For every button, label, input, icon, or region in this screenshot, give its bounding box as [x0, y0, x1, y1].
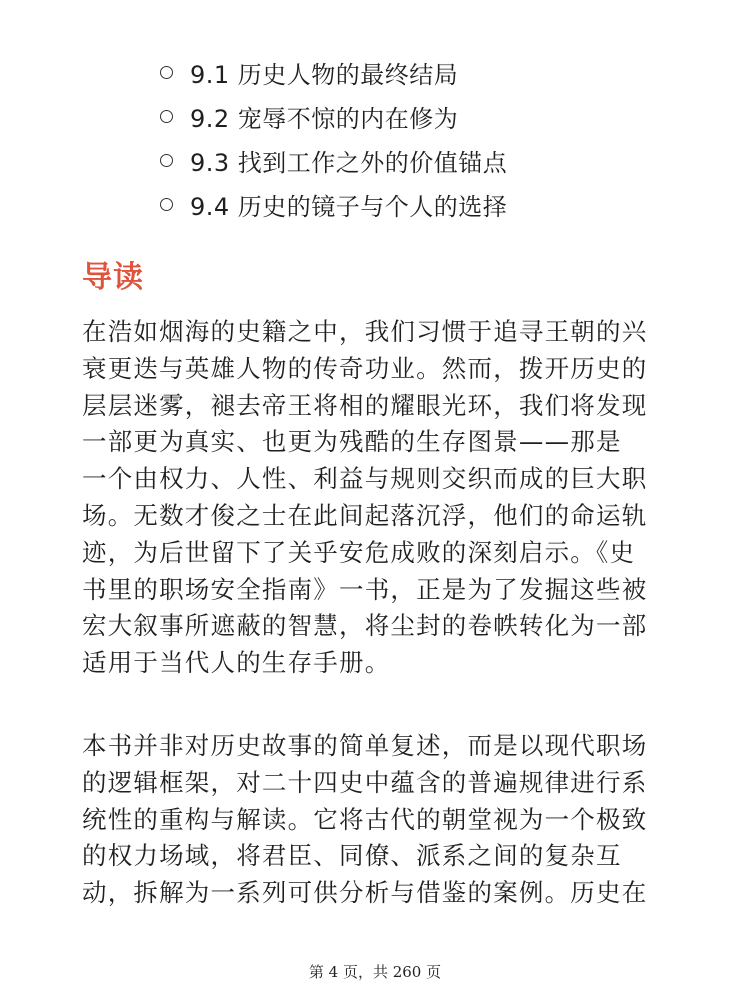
hollow-circle-bullet-icon [160, 154, 173, 167]
page-number-footer: 第 4 页，共 260 页 [308, 963, 442, 981]
paragraph-line: 迹，为后世留下了关乎安危成败的深刻启示。《史 [82, 537, 636, 567]
hollow-circle-bullet-icon [160, 66, 173, 79]
hollow-circle-bullet-icon [160, 110, 173, 123]
paragraph-line: 在浩如烟海的史籍之中，我们习惯于追寻王朝的兴 [82, 317, 648, 346]
section-heading: 导读 [82, 260, 144, 295]
paragraph-line: 本书并非对历史故事的简单复述，而是以现代职场 [82, 731, 648, 760]
paragraph-line: 适用于当代人的生存手册。 [82, 648, 391, 678]
paragraph-line: 书里的职场安全指南》一书，正是为了发掘这些被 [82, 574, 648, 604]
toc-item[interactable] [160, 50, 507, 94]
paragraph-line: 衰更迭与英雄人物的传奇功业。然而，拨开历史的 [82, 353, 648, 383]
paragraph-line: 的逻辑框架，对二十四史中蕴含的普遍规律进行系 [82, 767, 648, 797]
toc-item[interactable] [160, 94, 507, 138]
paragraph-line: 场。无数才俊之士在此间起落沉浮，他们的命运轨 [82, 500, 648, 530]
paragraph-line: 层层迷雾，褪去帝王将相的耀眼光环，我们将发现 [82, 390, 648, 420]
paragraph-line: 一部更为真实、也更为残酷的生存图景——那是 [82, 427, 622, 457]
toc-item[interactable] [160, 182, 507, 226]
body-paragraph [82, 314, 682, 682]
paragraph-line: 的权力场域，将君臣、同僚、派系之间的复杂互 [82, 841, 622, 871]
body-paragraph [82, 728, 682, 912]
toc-list [160, 50, 507, 226]
hollow-circle-bullet-icon [160, 198, 173, 211]
paragraph-line: 一个由权力、人性、利益与规则交织而成的巨大职 [82, 464, 648, 494]
toc-item-label: 9.4 历史的镜子与个人的选择 [190, 192, 508, 221]
toc-item-label: 9.3 找到工作之外的价值锚点 [190, 148, 508, 177]
toc-item[interactable] [160, 138, 507, 182]
paragraph-line: 动，拆解为一系列可供分析与借鉴的案例。历史在 [82, 878, 648, 908]
toc-item-label: 9.2 宠辱不惊的内在修为 [190, 104, 459, 133]
paragraph-line: 统性的重构与解读。它将古代的朝堂视为一个极致 [82, 804, 648, 834]
toc-item-label: 9.1 历史人物的最终结局 [190, 60, 459, 89]
paragraph-line: 宏大叙事所遮蔽的智慧，将尘封的卷帙转化为一部 [82, 611, 648, 641]
